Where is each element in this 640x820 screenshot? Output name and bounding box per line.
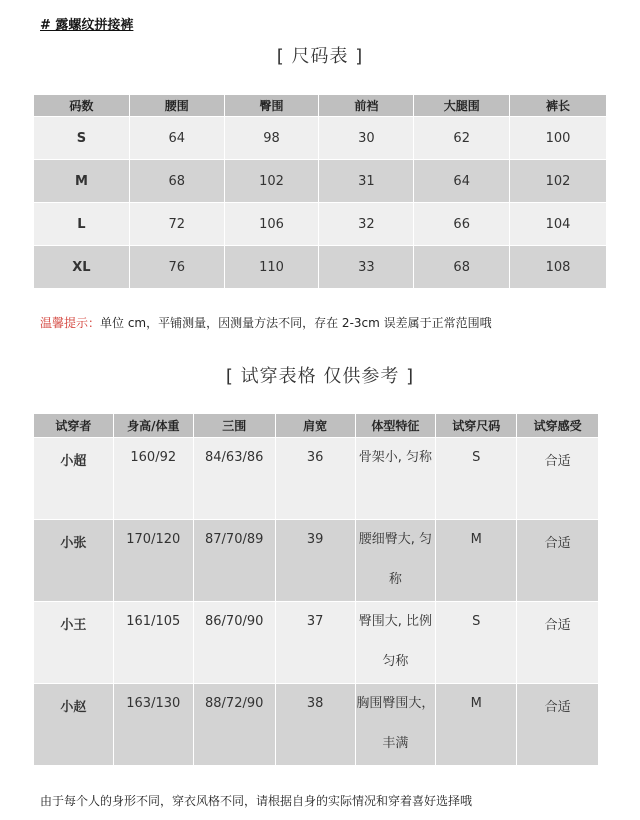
- table-cell: 68: [414, 246, 510, 289]
- table-cell: 胸围臀围大，丰满: [355, 684, 436, 766]
- table-cell: 98: [224, 117, 319, 160]
- table-cell: M: [436, 684, 517, 766]
- table-row: [34, 520, 599, 602]
- table-cell: 106: [224, 203, 319, 246]
- size-code: XL: [34, 246, 130, 289]
- table-cell: 102: [224, 160, 319, 203]
- table-row: [34, 160, 607, 203]
- column-header: 身高/体重: [113, 414, 193, 438]
- table-cell: 160/92: [113, 438, 193, 520]
- size-chart-title: [ 尺码表 ]: [276, 46, 364, 67]
- column-header: 臀围: [224, 95, 319, 117]
- column-header: 裤长: [510, 95, 607, 117]
- fit-table-header-row: [34, 414, 599, 438]
- table-cell: 102: [510, 160, 607, 203]
- tester-name: 小张: [34, 520, 114, 602]
- table-cell: 110: [224, 246, 319, 289]
- column-header: 试穿感受: [517, 414, 599, 438]
- table-cell: 68: [129, 160, 224, 203]
- table-cell: 84/63/86: [193, 438, 275, 520]
- table-cell: M: [436, 520, 517, 602]
- column-header: 试穿者: [34, 414, 114, 438]
- size-code: L: [34, 203, 130, 246]
- table-row: [34, 602, 599, 684]
- table-cell: 161/105: [113, 602, 193, 684]
- fit-chart-table: [33, 413, 599, 766]
- tip-text: 单位 cm，平铺测量，因测量方法不同，存在 2-3cm 误差属于正常范围哦: [100, 316, 492, 330]
- product-title: # 露螺纹拼接裤: [40, 18, 134, 33]
- table-cell: 76: [129, 246, 224, 289]
- table-cell: 合适: [517, 684, 599, 766]
- column-header: 三围: [193, 414, 275, 438]
- table-cell: 30: [319, 117, 414, 160]
- table-cell: 163/130: [113, 684, 193, 766]
- column-header: 试穿尺码: [436, 414, 517, 438]
- table-cell: 32: [319, 203, 414, 246]
- table-cell: 38: [275, 684, 355, 766]
- table-cell: 腰细臀大, 匀称: [355, 520, 436, 602]
- table-cell: S: [436, 602, 517, 684]
- table-cell: 88/72/90: [193, 684, 275, 766]
- table-cell: 33: [319, 246, 414, 289]
- fit-chart-title: [ 试穿表格 仅供参考 ]: [225, 366, 415, 387]
- column-header: 大腿围: [414, 95, 510, 117]
- footer-note: 由于每个人的身形不同，穿衣风格不同，请根据自身的实际情况和穿着喜好选择哦: [40, 794, 473, 808]
- size-chart-table: [33, 94, 607, 289]
- table-cell: 64: [129, 117, 224, 160]
- table-cell: 170/120: [113, 520, 193, 602]
- table-cell: 37: [275, 602, 355, 684]
- table-cell: 臀围大, 比例匀称: [355, 602, 436, 684]
- table-cell: 66: [414, 203, 510, 246]
- table-cell: 104: [510, 203, 607, 246]
- table-cell: 36: [275, 438, 355, 520]
- table-row: [34, 438, 599, 520]
- table-cell: 39: [275, 520, 355, 602]
- table-cell: 87/70/89: [193, 520, 275, 602]
- column-header: 腰围: [129, 95, 224, 117]
- table-cell: 合适: [517, 438, 599, 520]
- size-table-header-row: [34, 95, 607, 117]
- table-cell: 64: [414, 160, 510, 203]
- measurement-tip: [40, 314, 492, 331]
- table-cell: 骨架小, 匀称: [355, 438, 436, 520]
- table-cell: 100: [510, 117, 607, 160]
- column-header: 体型特征: [355, 414, 436, 438]
- table-row: [34, 203, 607, 246]
- table-cell: 31: [319, 160, 414, 203]
- size-code: M: [34, 160, 130, 203]
- table-cell: 合适: [517, 602, 599, 684]
- column-header: 前裆: [319, 95, 414, 117]
- table-cell: 62: [414, 117, 510, 160]
- tester-name: 小超: [34, 438, 114, 520]
- table-cell: 合适: [517, 520, 599, 602]
- table-row: [34, 684, 599, 766]
- table-row: [34, 246, 607, 289]
- table-row: [34, 117, 607, 160]
- size-code: S: [34, 117, 130, 160]
- table-cell: S: [436, 438, 517, 520]
- table-cell: 86/70/90: [193, 602, 275, 684]
- column-header: 码数: [34, 95, 130, 117]
- tester-name: 小王: [34, 602, 114, 684]
- tester-name: 小赵: [34, 684, 114, 766]
- column-header: 肩宽: [275, 414, 355, 438]
- table-cell: 108: [510, 246, 607, 289]
- table-cell: 72: [129, 203, 224, 246]
- tip-label: 温馨提示：: [40, 316, 101, 330]
